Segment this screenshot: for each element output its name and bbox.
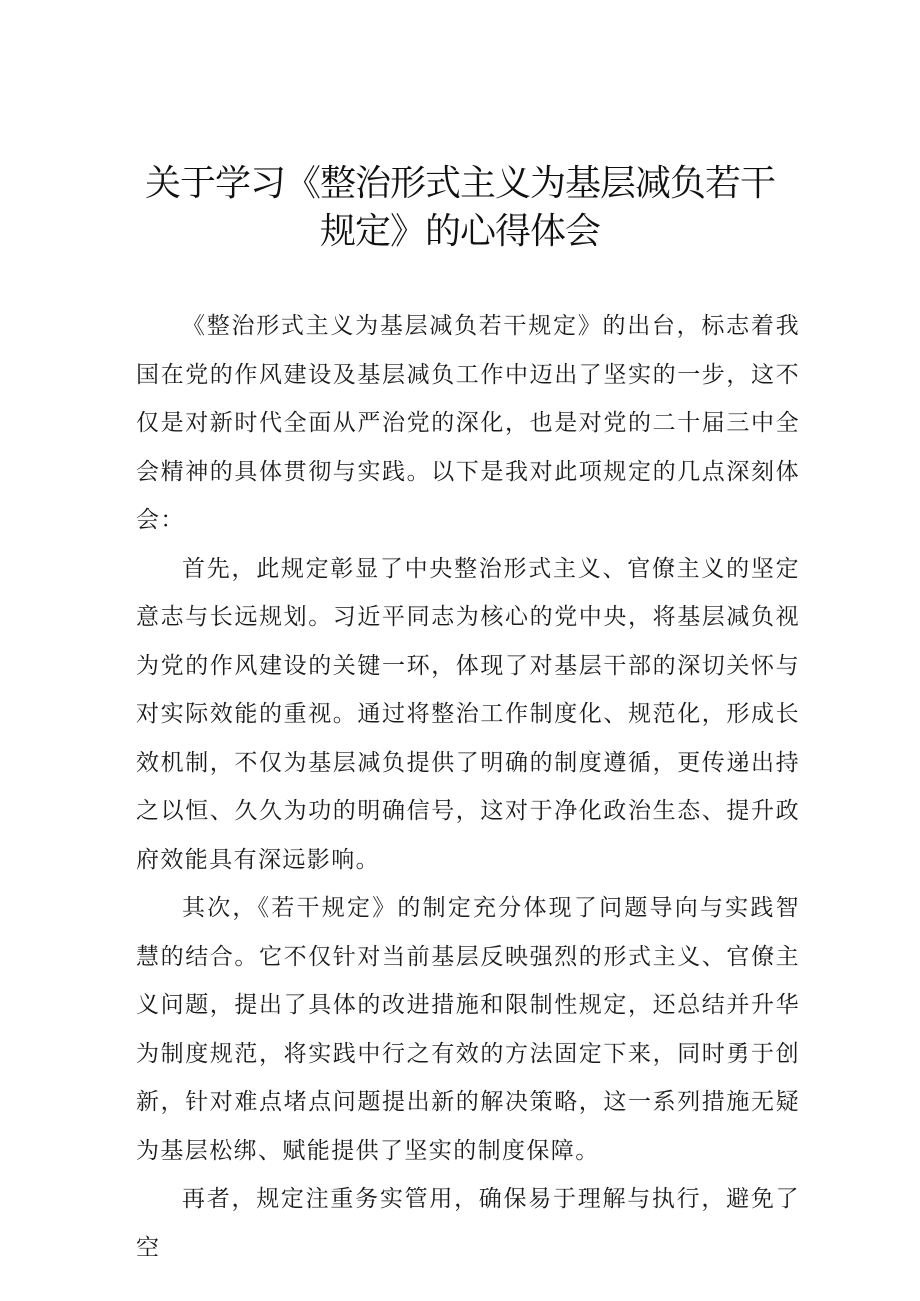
paragraph-second: 其次，《若干规定》的制定充分体现了问题导向与实践智慧的结合。它不仅针对当前基层反映强烈的形式主义、官僚主义问题，提出了具体的改进措施和限制性规定，还总结并升华为制度规范，将实践中行之有效的方法固定下来，同时勇于创新，针对难点堵点问题提出新的解决策略，这一系列措施无疑为基层松绑、赋能提供了坚实的制度保障。 xyxy=(136,895,800,1164)
paragraph-intro: 《整治形式主义为基层减负若干规定》的出台，标志着我国在党的作风建设及基层减负工作中迈出了坚实的一步，这不仅是对新时代全面从严治党的深化，也是对党的二十届三中全会精神的具体贯彻与实践。以下是我对此项规定的几点深刻体会： xyxy=(136,313,800,533)
paragraph-third: 再者，规定注重务实管用，确保易于理解与执行，避免了空 xyxy=(136,1186,800,1261)
document-title xyxy=(0,160,920,256)
paragraph-first: 首先，此规定彰显了中央整治形式主义、官僚主义的坚定意志与长远规划。习近平同志为核心的党中央，将基层减负视为党的作风建设的关键一环，体现了对基层干部的深切关怀与对实际效能的重视。通过将整治工作制度化、规范化，形成长效机制，不仅为基层减负提供了明确的制度遵循，更传递出持之以恒、久久为功的明确信号，这对于净化政治生态、提升政府效能具有深远影响。 xyxy=(136,555,800,873)
title-line-2: 规定》的心得体会 xyxy=(319,211,600,252)
document-body xyxy=(136,302,800,1272)
title-line-1: 关于学习《整治形式主义为基层减负若干 xyxy=(144,163,775,204)
